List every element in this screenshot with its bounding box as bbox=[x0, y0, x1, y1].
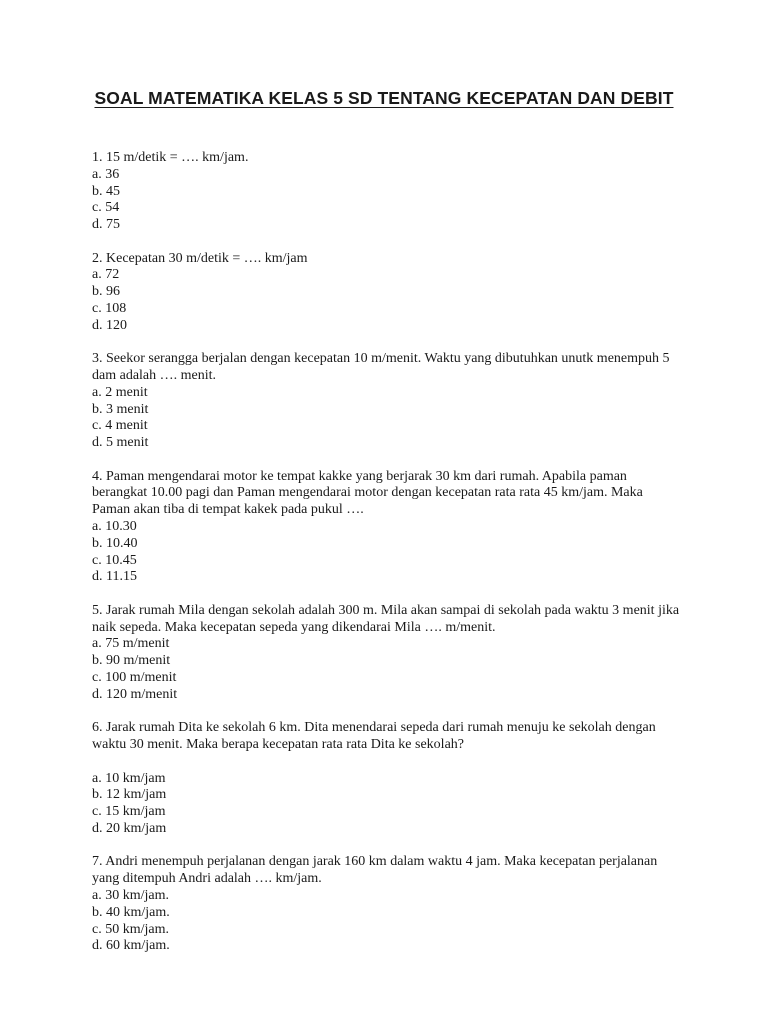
question-text: 3. Seekor serangga berjalan dengan kecepatan 10 m/menit. Waktu yang dibutuhkan unutk menempuh 5 dam adalah …. menit. bbox=[92, 351, 670, 383]
option-b: b. 10.40 bbox=[92, 535, 138, 551]
option-a: a. 10.30 bbox=[92, 518, 137, 534]
option-d: d. 75 bbox=[92, 217, 120, 233]
answer-options bbox=[92, 385, 682, 452]
question-text: 1. 15 m/detik = …. km/jam. bbox=[92, 150, 249, 165]
question-1 bbox=[92, 150, 682, 234]
question-list bbox=[92, 150, 682, 972]
option-c: c. 4 menit bbox=[92, 418, 148, 434]
option-a: a. 36 bbox=[92, 166, 120, 182]
option-b: b. 12 km/jam bbox=[92, 787, 167, 803]
question-4 bbox=[92, 469, 682, 587]
question-3 bbox=[92, 351, 682, 452]
question-text: 5. Jarak rumah Mila dengan sekolah adalah 300 m. Mila akan sampai di sekolah pada waktu 3 menit jika naik sepeda. Maka kecepatan sepeda yang dikendarai Mila …. m/menit. bbox=[92, 602, 680, 635]
answer-options bbox=[92, 267, 682, 334]
option-a: a. 30 km/jam. bbox=[92, 888, 169, 904]
question-text: 6. Jarak rumah Dita ke sekolah 6 km. Dita menendarai sepeda dari rumah menuju ke sekolah dengan waktu 30 menit. Maka berapa kecepatan rata rata Dita ke sekolah? bbox=[92, 720, 656, 752]
option-c: c. 15 km/jam bbox=[92, 804, 166, 820]
option-b: b. 96 bbox=[92, 284, 120, 300]
option-a: a. 72 bbox=[92, 267, 120, 283]
option-c: c. 54 bbox=[92, 200, 120, 216]
question-text: 2. Kecepatan 30 m/detik = …. km/jam bbox=[92, 250, 308, 266]
option-d: d. 5 menit bbox=[92, 435, 149, 451]
option-b: b. 40 km/jam. bbox=[92, 904, 170, 920]
question-6 bbox=[92, 720, 682, 838]
option-c: c. 50 km/jam. bbox=[92, 921, 169, 937]
option-c: c. 10.45 bbox=[92, 552, 137, 568]
page-title: SOAL MATEMATIKA KELAS 5 SD TENTANG KECEPATAN DAN DEBIT bbox=[94, 88, 674, 108]
question-text: 4. Paman mengendarai motor ke tempat kakke yang berjarak 30 km dari rumah. Apabila paman berangkat 10.00 pagi dan Paman mengendarai motor dengan kecepatan rata rata 45 km/jam. Maka Paman akan tiba di tempat kakek pada pukul …. bbox=[92, 468, 643, 518]
answer-options bbox=[92, 888, 682, 955]
option-d: d. 11.15 bbox=[92, 569, 137, 585]
answer-options bbox=[92, 519, 682, 586]
option-c: c. 108 bbox=[92, 300, 127, 316]
option-a: a. 10 km/jam bbox=[92, 770, 166, 786]
option-b: b. 90 m/menit bbox=[92, 653, 171, 669]
answer-options bbox=[92, 636, 682, 703]
question-text: 7. Andri menempuh perjalanan dengan jarak 160 km dalam waktu 4 jam. Maka kecepatan perjalanan yang ditempuh Andri adalah …. km/jam. bbox=[92, 854, 658, 887]
question-5 bbox=[92, 603, 682, 704]
option-d: d. 60 km/jam. bbox=[92, 938, 170, 954]
option-b: b. 3 menit bbox=[92, 401, 149, 417]
option-a: a. 2 menit bbox=[92, 384, 148, 400]
option-d: d. 20 km/jam bbox=[92, 821, 167, 837]
option-a: a. 75 m/menit bbox=[92, 636, 170, 652]
option-b: b. 45 bbox=[92, 183, 120, 199]
option-d: d. 120 m/menit bbox=[92, 686, 178, 702]
option-d: d. 120 bbox=[92, 317, 127, 333]
question-2 bbox=[92, 251, 682, 335]
question-7 bbox=[92, 854, 682, 955]
answer-options bbox=[92, 771, 682, 838]
option-c: c. 100 m/menit bbox=[92, 669, 177, 685]
answer-options bbox=[92, 167, 682, 234]
